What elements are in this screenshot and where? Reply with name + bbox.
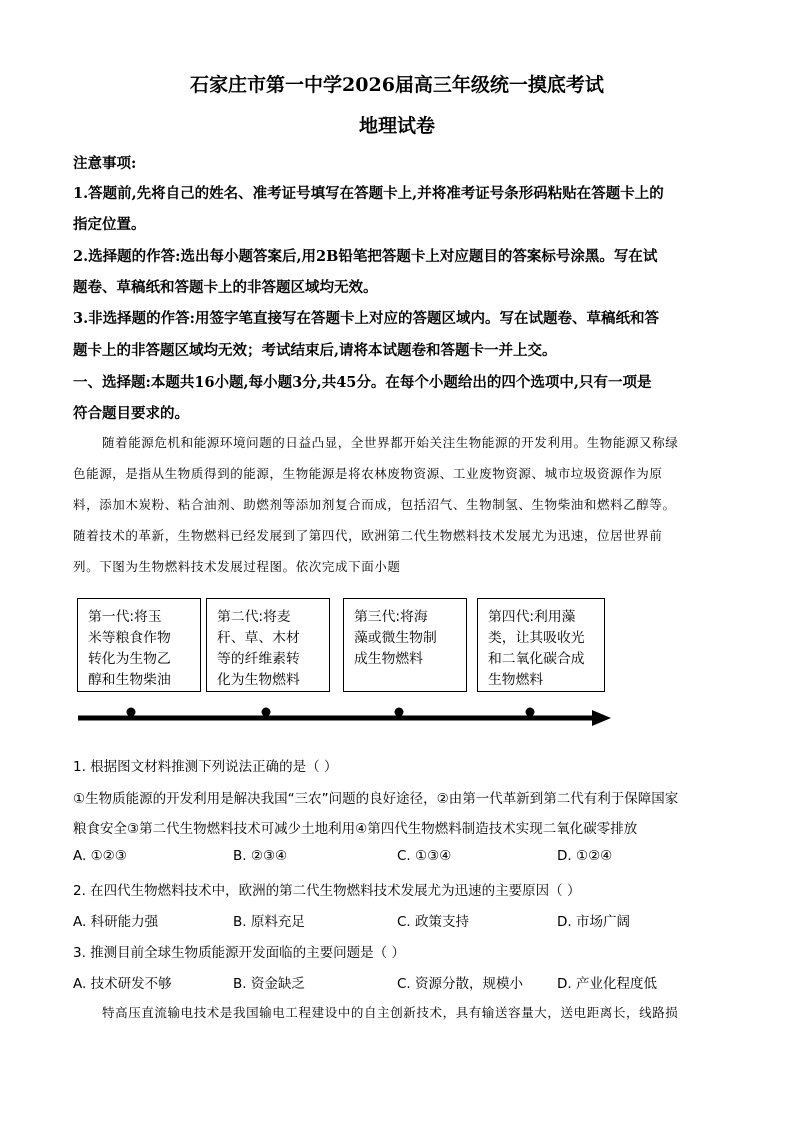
flow-box-gen2-line: 秆、草、木材 <box>217 630 300 646</box>
q2-option-d[interactable]: D. 市场广阔 <box>557 914 630 930</box>
exam-subject: 地理试卷 <box>358 115 435 137</box>
note-2-line-1: 2.选择题的作答:选出每小题答案后,用2B铅笔把答题卡上对应题目的答案标号涂黑。写在试 <box>73 248 658 265</box>
passage-1-line-3: 料，添加木炭粉、粘合油剂、助燃剂等添加剂复合而成，包括沼气、生物制氢、生物柴油和燃料乙醇等。 <box>73 497 676 512</box>
q2-stem: 2. 在四代生物燃料技术中，欧洲的第二代生物燃料技术发展尤为迅速的主要原因（ ） <box>73 883 581 899</box>
passage-1-line-1: 随着能源危机和能源环境问题的日益凸显，全世界都开始关注生物能源的开发利用。生物能源又称绿 <box>102 435 679 450</box>
q1-stem: 1. 根据图文材料推测下列说法正确的是（ ） <box>73 759 338 775</box>
passage-1-line-2: 色能源，是指从生物质得到的能源，生物能源是将农林废物资源、工业废物资源、城市垃圾资源作为原 <box>73 466 663 481</box>
flow-box-gen4-line: 生物燃料 <box>488 672 544 688</box>
flow-box-gen1-line: 米等粮食作物 <box>88 630 171 646</box>
note-3-line-1: 3.非选择题的作答:用签字笔直接写在答题卡上对应的答题区域内。写在试题卷、草稿纸和答 <box>73 310 659 327</box>
note-1-line-1: 1.答题前,先将自己的姓名、准考证号填写在答题卡上,并将准考证号条形码粘贴在答题卡上的 <box>73 185 664 202</box>
q1-body-line-1: ①生物质能源的开发利用是解决我国“三农”问题的良好途径，②由第一代革新到第二代有利于保障国家 <box>73 791 679 807</box>
passage-2-line-1: 特高压直流输电技术是我国输电工程建设中的自主创新技术，具有输送容量大，送电距离长，线路损 <box>102 1005 679 1020</box>
flow-box-gen1-line: 第一代:将玉 <box>88 609 162 625</box>
q1-option-c[interactable]: C. ①③④ <box>397 848 452 864</box>
timeline-dot-gen2 <box>262 708 271 717</box>
flow-box-gen4-line: 类，让其吸收光 <box>488 630 585 646</box>
note-1-line-2: 指定位置。 <box>73 216 146 233</box>
flow-box-gen4-line: 第四代:利用藻 <box>488 609 576 625</box>
flow-box-gen3-line: 成生物燃料 <box>354 651 423 667</box>
flow-box-gen3 <box>343 598 467 692</box>
flow-box-gen2-line: 化为生物燃料 <box>217 672 300 688</box>
q3-option-d[interactable]: D. 产业化程度低 <box>557 976 657 992</box>
q2-option-b[interactable]: B. 原料充足 <box>233 914 305 930</box>
flow-box-gen3-line: 第三代:将海 <box>354 609 428 625</box>
note-2-line-2: 题卷、草稿纸和答题卡上的非答题区域均无效。 <box>73 279 378 296</box>
flow-box-gen2 <box>206 598 330 692</box>
q2-option-c[interactable]: C. 政策支持 <box>397 914 470 930</box>
flow-box-gen4 <box>477 598 605 692</box>
q3-option-c[interactable]: C. 资源分散，规模小 <box>397 976 524 992</box>
flow-box-gen3-line: 藻或微生物制 <box>354 630 437 646</box>
flow-box-gen1-line: 醇和生物柴油 <box>88 672 171 688</box>
flow-box-gen2-line: 第二代:将麦 <box>217 609 291 625</box>
exam-title: 石家庄市第一中学2026届高三年级统一摸底考试 <box>190 74 604 96</box>
q1-option-d[interactable]: D. ①②④ <box>557 848 613 864</box>
passage-1-line-5: 列。下图为生物燃料技术发展过程图。依次完成下面小题 <box>73 559 401 574</box>
q3-option-a[interactable]: A. 技术研发不够 <box>73 976 172 992</box>
timeline-arrowhead <box>592 710 611 726</box>
note-3-line-2: 题卡上的非答题区域均无效；考试结束后,请将本试题卷和答题卡一并上交。 <box>73 342 557 359</box>
passage-1-line-4: 随着技术的革新，生物燃料已经发展到了第四代，欧洲第二代生物燃料技术发展尤为迅速，位居世界前 <box>73 528 663 543</box>
timeline-dot-gen1 <box>127 708 136 717</box>
q1-option-b[interactable]: B. ②③④ <box>233 848 288 864</box>
q2-option-a[interactable]: A. 科研能力强 <box>73 914 159 930</box>
notes-heading: 注意事项: <box>73 155 137 172</box>
section-1-heading-line-2: 符合题目要求的。 <box>73 405 189 422</box>
timeline-dot-gen4 <box>526 708 535 717</box>
q1-option-a[interactable]: A. ①②③ <box>73 848 127 864</box>
flow-box-gen4-line: 和二氧化碳合成 <box>488 651 585 667</box>
flow-box-gen2-line: 等的纤维素转 <box>217 651 300 667</box>
timeline-arrow <box>0 700 794 740</box>
section-1-heading-line-1: 一、选择题:本题共16小题,每小题3分,共45分。在每个小题给出的四个选项中,只有一项是 <box>73 374 652 391</box>
timeline-dot-gen3 <box>395 708 404 717</box>
q3-option-b[interactable]: B. 资金缺乏 <box>233 976 305 992</box>
flow-box-gen1 <box>77 598 201 692</box>
flow-box-gen1-line: 转化为生物乙 <box>88 651 171 667</box>
q1-body-line-2: 粮食安全③第二代生物燃料技术可减少土地利用④第四代生物燃料制造技术实现二氧化碳零排放 <box>73 821 638 837</box>
q3-stem: 3. 推测目前全球生物质能源开发面临的主要问题是（ ） <box>73 945 405 961</box>
